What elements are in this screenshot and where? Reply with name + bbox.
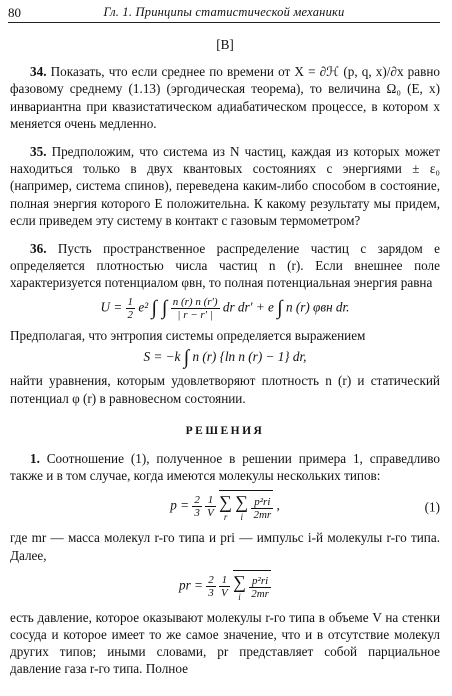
section-label: [B] <box>216 37 234 52</box>
problem-36 <box>10 240 440 292</box>
sum-over-i: ∑ i <box>235 492 249 523</box>
problem-34-number: 34. <box>30 64 47 80</box>
solution-1-text-2: где mr — масса молекул r-го типа и pri — импульс i-й молекулы r-го типа. Далее, <box>10 530 440 563</box>
formula-potential-energy: U = $\frac{1}{2}$ e² ∫ ∫ $\frac{n (r) n (r')}{| r - r' |}$ dr dr′ + e ∫ n (r) φвн dr. <box>100 295 350 321</box>
solutions-title: РЕШЕНИЯ <box>185 424 265 437</box>
solution-1 <box>10 450 440 484</box>
solution-1-text-1: Соотношение (1), полученное в решении примера 1, справедливо также и в том случае, когда имеются молекулы нескольких типов: <box>10 451 440 484</box>
problem-36-text-3: найти уравнения, которым удовлетворяют плотность n (r) и статический потенциал φ (r) в равновесном состоянии. <box>10 373 440 406</box>
header-rule <box>8 22 440 23</box>
fraction-coulomb: $\frac{n (r) n (r')}{| r - r' |}$ <box>172 295 218 321</box>
double-integral-sign: ∫ ∫ <box>151 296 168 319</box>
running-title: Гл. 1. Принципы статистической механики <box>103 5 345 19</box>
integral-sign: ∫ <box>277 296 283 319</box>
equation-number: (1) <box>424 499 440 515</box>
problem-35-number: 35. <box>30 144 47 160</box>
fraction-half: $\frac{1}{2}$ <box>127 295 134 321</box>
solution-1-number: 1. <box>30 451 40 467</box>
problem-35-text: Предположим, что система из N частиц, каждая из которых может находиться только в двух квантовых состояниях с энергиями ± ε₀ (например, система спинов), переведена каким-либо способом в состояние, полная энергия которого E положительна. К какому результату мы придем, если приведем эту систему в контакт с газовым термометром? <box>10 144 441 228</box>
formula-pressure: p = $\frac{2}{3}$ $\frac{1}{V}$ ∑ r ∑ i $\frac{\text{p²ri}}{2mr}$ , (1) <box>170 492 440 523</box>
sum-over-i: ∑ i <box>233 571 246 602</box>
page-header <box>8 4 440 22</box>
ensemble-average: ∑ i $\frac{\text{p²ri}}{2mr}$ <box>233 571 269 602</box>
integral-sign: ∫ <box>183 346 190 369</box>
problem-36-text-1: Пусть пространственное распределение частиц с зарядом e определяется плотностью числа частиц n (r). Если внешнее поле характеризуется потенциалом φвн, то полная потенциальная энергия равна <box>10 241 440 291</box>
page-body <box>10 36 440 678</box>
sum-over-r: ∑ r <box>219 492 232 523</box>
solution-1-text-3: есть давление, которое оказывают молекулы r-го типа в объеме V на стенки сосуда и которое имеет то же самое значение, что и в отсутствие молекул других типов; иными словами, pr представляет собой парциальное давление газа r-го типа. Полное <box>10 609 440 677</box>
formula-partial-pressure: pr = $\frac{2}{3}$ $\frac{1}{V}$ ∑ i $\frac{\text{p²ri}}{2mr}$ <box>179 571 269 602</box>
page-number: 80 <box>8 5 21 20</box>
problem-36-text-2: Предполагая, что энтропия системы определяется выражением <box>10 327 366 343</box>
problem-34 <box>10 63 440 132</box>
problem-36-number: 36. <box>30 241 47 257</box>
formula-entropy: S = −k ∫ n (r) {ln n (r) − 1} dr, <box>143 346 307 369</box>
problem-35 <box>10 143 440 229</box>
problem-34-text: Показать, что если среднее по времени от X = ∂ℋ (p, q, x)/∂x равно фазовому среднему (1.13) (эргодическая теорема), то величина Ω₀ (E, x) инвариантна при квазистатическом адиабатическом процессе, в котором x меняется очень медленно. <box>10 64 441 131</box>
ensemble-average: ∑ r ∑ i $\frac{\text{p²ri}}{2mr}$ <box>219 492 272 523</box>
